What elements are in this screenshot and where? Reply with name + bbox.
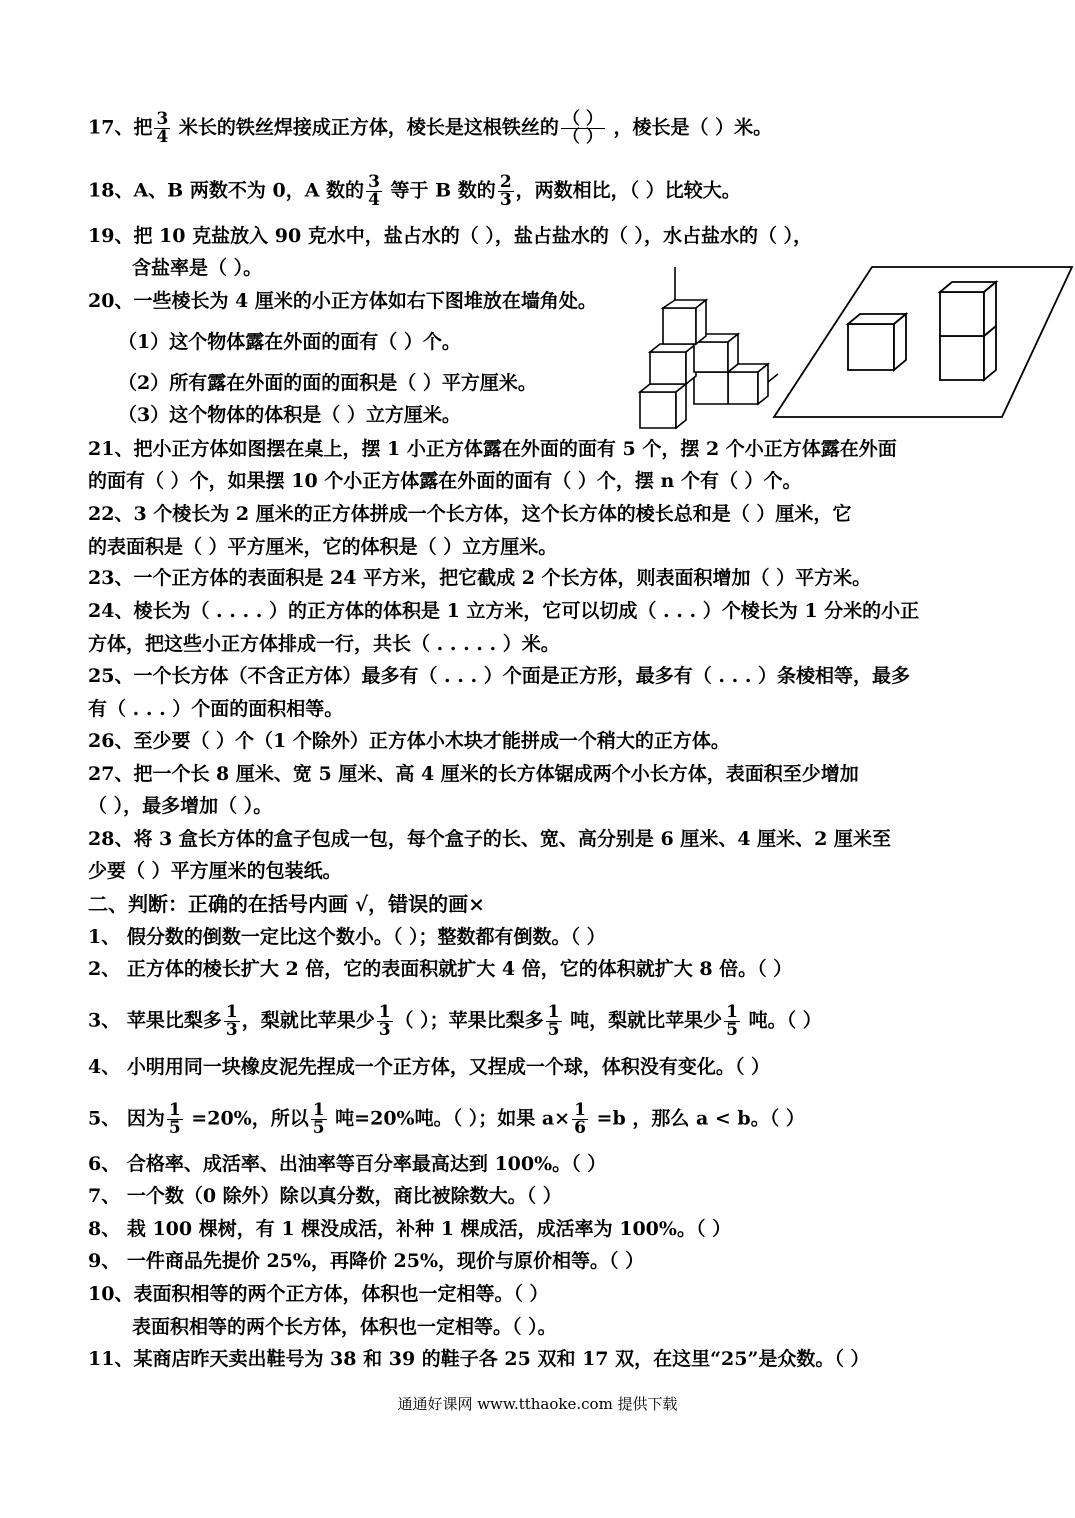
question-26: 26、至少要（ ）个（1 个除外）正方体小木块才能拼成一个稍大的正方体。: [88, 730, 730, 752]
judge-11: 11、某商店昨天卖出鞋号为 38 和 39 的鞋子各 25 双和 17 双，在这里“25”是众数。（ ）: [88, 1348, 870, 1370]
cube: [728, 364, 768, 404]
fraction: $\frac{1}{5}$: [547, 1002, 560, 1040]
question-21-line2: 的面有（ ）个，如果摆 10 个小正方体露在外面的面有（ ）个，摆 n 个有（ ）个。: [88, 470, 802, 492]
cube: [940, 282, 996, 336]
question-19-line1: 19、把 10 克盐放入 90 克水中，盐占水的（ ），盐占盐水的（ ），水占盐水的（ ），: [88, 225, 813, 247]
question-20-part2: （2）所有露在外面的面的面积是（ ）平方厘米。: [118, 372, 537, 394]
question-24-line1: 24、棱长为（ . . . . ）的正方体的体积是 1 立方米，它可以切成（ . . . ）个棱长为 1 分米的小正: [88, 600, 920, 622]
fraction: $\frac{1}{5}$: [168, 1100, 181, 1138]
fraction: $\frac{3}{4}$: [156, 109, 169, 147]
question-23: 23、一个正方体的表面积是 24 平方米，把它截成 2 个长方体，则表面积增加（ ）平方米。: [88, 567, 872, 589]
question-22-line1: 22、3 个棱长为 2 厘米的正方体拼成一个长方体，这个长方体的棱长总和是（ ）厘米，它: [88, 503, 852, 525]
judge-5: 5、 因为 $\frac{1}{5}$ =20%，所以 $\frac{1}{5}$ 吨=20%吨。（ ）；如果 a× $\frac{1}{6}$ =b ，那么 a < b。（ ）: [88, 1100, 805, 1138]
judge-2: 2、 正方体的棱长扩大 2 倍，它的表面积就扩大 4 倍，它的体积就扩大 8 倍。（ ）: [88, 958, 793, 980]
question-27-line2: （ ），最多增加（ ）。: [88, 795, 273, 817]
cube: [640, 384, 686, 428]
fraction: $\frac{1}{3}$: [225, 1002, 238, 1040]
judge-8: 8、 栽 100 棵树，有 1 棵没成活，补种 1 棵成活，成活率为 100%。（ ）: [88, 1218, 732, 1240]
fraction-blank: $\frac{( )}{( )}$: [562, 109, 603, 147]
cubes-on-table-figure: [770, 262, 1075, 422]
question-19-line2: 含盐率是（ ）。: [132, 257, 263, 279]
section-2-title: 二、判断：正确的在括号内画 √，错误的画×: [88, 892, 485, 916]
judge-10-line1: 10、表面积相等的两个正方体，体积也一定相等。（ ）: [88, 1283, 549, 1305]
question-17: 17、把 $\frac{3}{4}$ 米长的铁丝焊接成正方体，棱长是这根铁丝的 $\frac{( )}{( )}$ ，棱长是（ ）米。: [88, 109, 773, 147]
table-top: [774, 267, 1072, 417]
fraction: $\frac{3}{4}$: [368, 172, 380, 210]
question-27-line1: 27、把一个长 8 厘米、宽 5 厘米、高 4 厘米的长方体锯成两个小长方体，表面积至少增加: [88, 763, 859, 785]
fraction: $\frac{1}{5}$: [726, 1002, 738, 1040]
question-28-line1: 28、将 3 盒长方体的盒子包成一包，每个盒子的长、宽、高分别是 6 厘米、4 厘米、2 厘米至: [88, 828, 892, 850]
judge-1: 1、 假分数的倒数一定比这个数小。（ ）；整数都有倒数。（ ）: [88, 926, 606, 948]
judge-9: 9、 一件商品先提价 25%，再降价 25%，现价与原价相等。（ ）: [88, 1250, 645, 1272]
question-24-line2: 方体，把这些小正方体排成一行，共长（ . . . . . ）米。: [88, 633, 560, 655]
footer-credit: 通通好课网 www.tthaoke.com 提供下载: [397, 1395, 678, 1413]
fraction: $\frac{2}{3}$: [499, 172, 512, 210]
stacked-cubes-figure: [630, 262, 780, 437]
fraction: $\frac{1}{5}$: [312, 1100, 325, 1138]
question-25-line2: 有（ . . . ）个面的面积相等。: [88, 698, 344, 720]
judge-4: 4、 小明用同一块橡皮泥先捏成一个正方体，又捏成一个球，体积没有变化。（ ）: [88, 1056, 770, 1078]
judge-3: 3、 苹果比梨多 $\frac{1}{3}$ ，梨就比苹果少 $\frac{1}{3}$ （ ）；苹果比梨多 $\frac{1}{5}$ 吨，梨就比苹果少 $\frac{1}{5}$ 吨。（ ）: [88, 1002, 822, 1040]
question-20-part1: （1）这个物体露在外面的面有（ ）个。: [118, 331, 461, 353]
question-22-line2: 的表面积是（ ）平方厘米，它的体积是（ ）立方厘米。: [88, 536, 558, 558]
question-20: 20、一些棱长为 4 厘米的小正方体如右下图堆放在墙角处。: [88, 290, 597, 312]
question-25-line1: 25、一个长方体（不含正方体）最多有（ . . . ）个面是正方形，最多有（ . . . ）条棱相等，最多: [88, 665, 911, 687]
fraction: $\frac{1}{6}$: [574, 1100, 586, 1138]
cube: [848, 314, 906, 370]
cube: [650, 344, 696, 384]
question-21-line1: 21、把小正方体如图摆在桌上，摆 1 小正方体露在外面的面有 5 个，摆 2 个小正方体露在外面: [88, 438, 897, 460]
question-20-part3: （3）这个物体的体积是（ ）立方厘米。: [118, 404, 461, 426]
judge-6: 6、 合格率、成活率、出油率等百分率最高达到 100%。（ ）: [88, 1153, 607, 1175]
judge-10-line2: 表面积相等的两个长方体，体积也一定相等。（ ）。: [132, 1316, 557, 1338]
cube: [663, 300, 706, 344]
question-28-line2: 少要（ ）平方厘米的包装纸。: [88, 860, 342, 882]
question-18: 18、A、B 两数不为 0，A 数的 $\frac{3}{4}$ 等于 B 数的 $\frac{2}{3}$ ，两数相比，（ ）比较大。: [88, 172, 741, 210]
fraction: $\frac{1}{3}$: [378, 1002, 391, 1040]
judge-7: 7、 一个数（0 除外）除以真分数，商比被除数大。（ ）: [88, 1185, 562, 1207]
